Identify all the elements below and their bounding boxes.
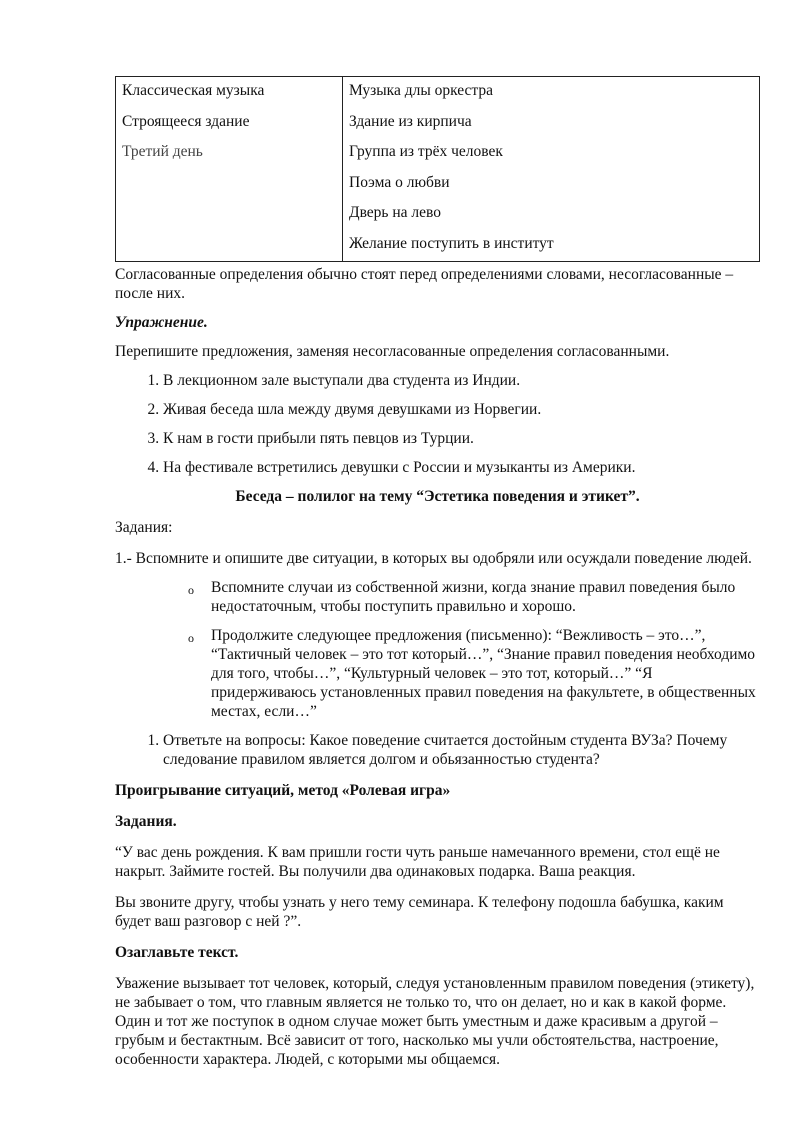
definitions-table xyxy=(115,76,760,262)
list-item: 1. Ответьте на вопросы: Какое поведение считается достойным студента ВУЗа? Почему следование правилом является долгом и обьязанностью студента? xyxy=(163,731,760,769)
roleplay-paragraph-two: Вы звоните другу, чтобы узнать у него тему семинара. К телефону подошла бабушка, каким будет ваш разговор с ней ?”. xyxy=(115,893,724,930)
document-page xyxy=(115,76,760,1069)
table-cell: Здание из кирпича xyxy=(349,112,472,130)
task-one: 1.- Вспомните и опишите две ситуации, в которых вы одобряли или осуждали поведение людей. xyxy=(115,549,752,567)
list-item-text: Вспомните случаи из собственной жизни, когда знание правил поведения было недостаточным, чтобы поступить правильно и хорошо. xyxy=(211,578,736,615)
title-the-text-heading: Озаглавьте текст. xyxy=(115,943,239,961)
table-cell: Поэма о любви xyxy=(349,173,450,191)
roleplay-title: Проигрывание ситуаций, метод «Ролевая игра» xyxy=(115,781,451,799)
conversation-title: Беседа – полилог на тему “Эстетика поведения и этикет”. xyxy=(235,487,640,505)
exercise-list xyxy=(115,371,760,477)
list-item: 2. Живая беседа шла между двумя девушками из Норвегии. xyxy=(163,400,760,419)
table-cell: Группа из трёх человек xyxy=(349,143,503,161)
table-cell: Желание поступить в институт xyxy=(349,234,554,252)
table-cell: Строящееся здание xyxy=(122,112,250,130)
list-item: 3. К нам в гости прибыли пять певцов из Турции. xyxy=(163,429,760,448)
task-sublist xyxy=(115,578,760,721)
list-item: 1. В лекционном зале выступали два студента из Индии. xyxy=(163,371,760,390)
tasks-label: Задания: xyxy=(115,518,173,536)
bullet-marker: o xyxy=(188,630,194,645)
table-cell: Дверь на лево xyxy=(349,204,442,222)
exercise-instruction: Перепишите предложения, заменяя несогласованные определения согласованными. xyxy=(115,342,670,360)
roleplay-paragraph-one: “У вас день рождения. К вам пришли гости чуть раньше намечанного времени, стол ещё не накрыт. Займите гостей. Вы получили два одинаковых подарка. Ваша реакция. xyxy=(115,843,720,880)
list-item xyxy=(188,578,760,616)
table-cell: Классическая музыка xyxy=(122,82,265,99)
list-item: 4. На фестивале встретились девушки с России и музыканты из Америки. xyxy=(163,458,760,477)
list-item-text: Продолжите следующее предложения (письменно): “Вежливость – это…”, “Тактичный человек – это тот который…”, “Знание правил поведения необходимо для того, чтобы…”, “Культурный человек – это тот, который…” “Я придерживаюсь установленных правил поведения на факультете, в общественных местах, если…” xyxy=(211,626,756,720)
text-paragraph: Уважение вызывает тот человек, который, следуя установленным правилом поведения (этикету), не забывает о том, что главным является не только то, что он делает, но и как в какой форме. Один и тот же поступок в одном случае может быть уместным и даже красивым а другой – грубым и бестактным. Всё зависит от того, насколько мы учли обстоятельства, настроение, особенности характера. Людей, с которыми мы общаемся. xyxy=(115,974,755,1068)
agreed-definitions-note: Согласованные определения обычно стоят перед определениями словами, несогласованные – после них. xyxy=(115,265,734,302)
table-right-column xyxy=(343,77,760,262)
list-item xyxy=(188,626,760,721)
table-left-column xyxy=(116,77,343,262)
table-cell: Третий день xyxy=(122,143,203,161)
bullet-marker: o xyxy=(188,582,194,597)
table-cell: Музыка длы оркестра xyxy=(349,82,494,99)
roleplay-tasks-title: Задания. xyxy=(115,812,177,830)
exercise-heading: Упражнение. xyxy=(115,313,208,331)
question-list xyxy=(115,731,760,769)
